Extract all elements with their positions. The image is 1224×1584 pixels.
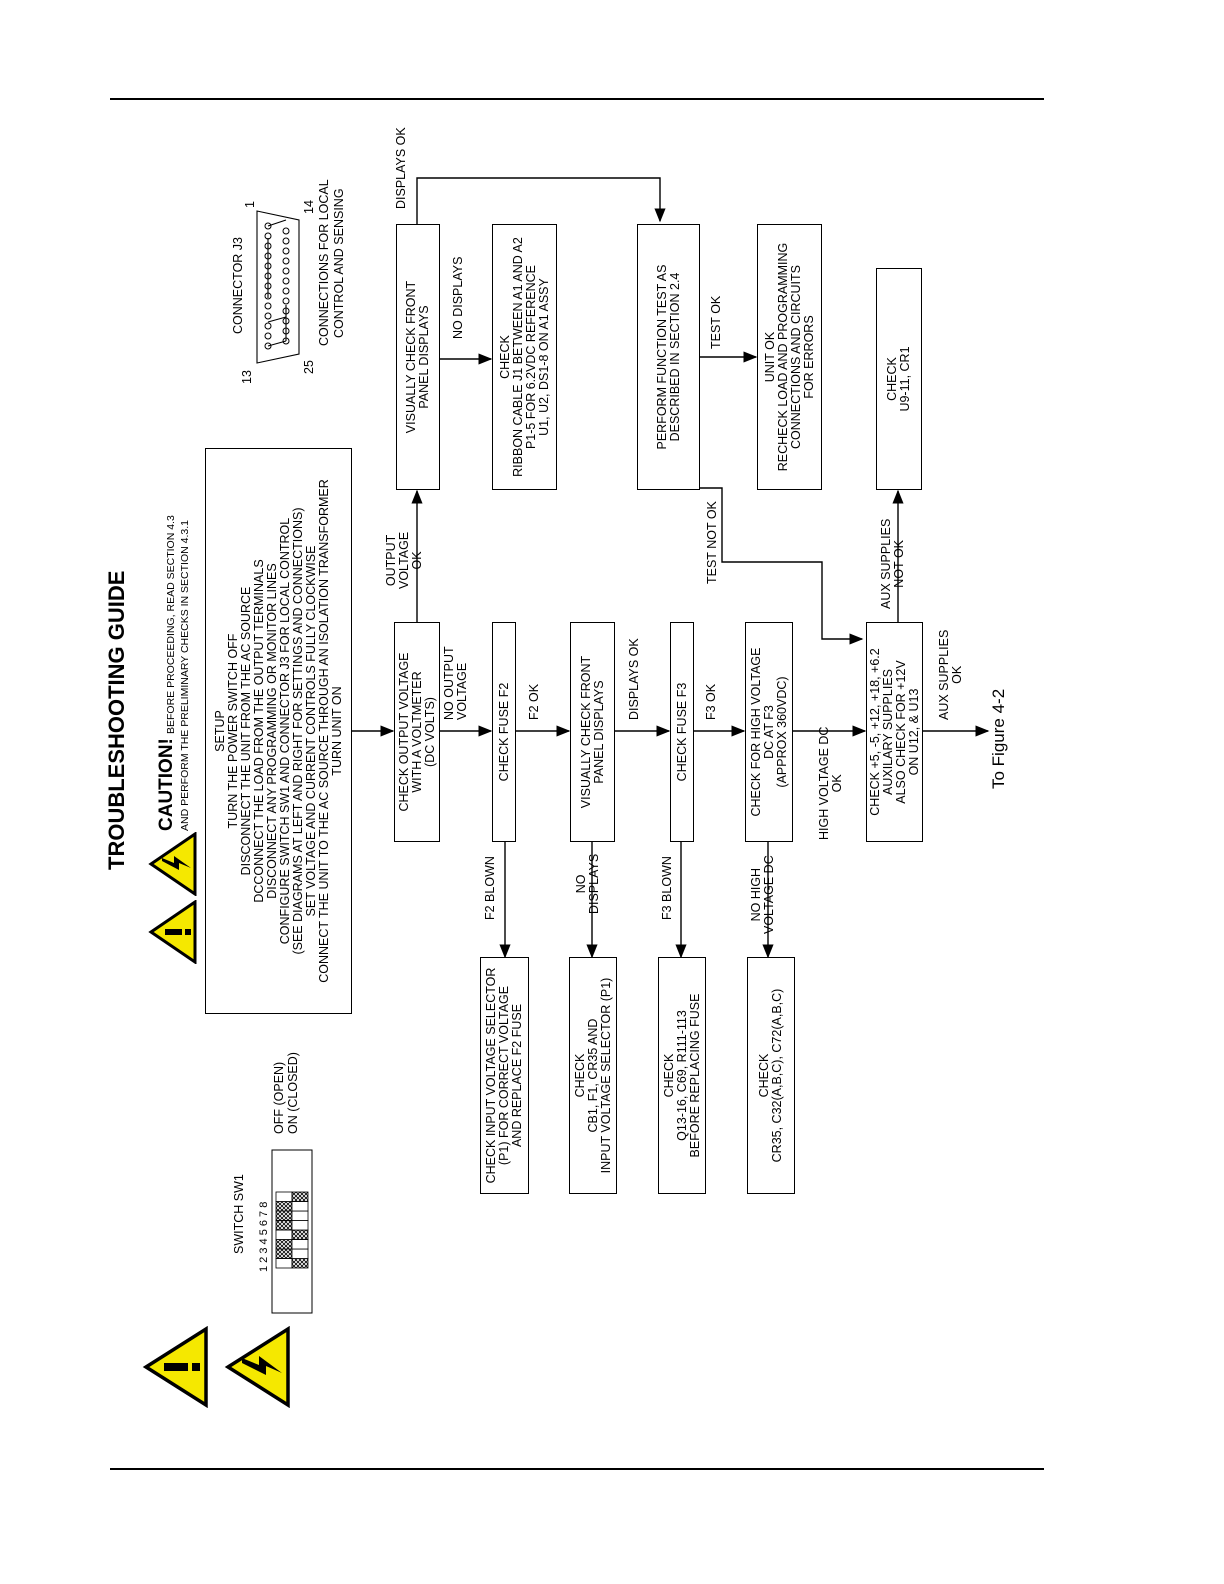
connector-pin-25: 25	[302, 360, 316, 374]
connector-pin	[265, 303, 271, 309]
setup-line: DISCONNECT THE UNIT FROM THE AC SOURCE	[238, 586, 253, 876]
connector-j3-title: CONNECTOR J3	[231, 236, 245, 334]
box-line: (P1) FOR CORRECT VOLTAGE	[497, 985, 511, 1166]
connector-pin	[265, 333, 271, 339]
label-test-ok: TEST OK	[709, 295, 723, 349]
setup-line: SET VOLTAGE AND CURRENT CONTROLS FULLY CLOCKWISE	[303, 545, 318, 917]
connector-pin	[283, 278, 289, 284]
label-output-voltage-ok: OUTPUT VOLTAGE OK	[384, 531, 424, 589]
box-line: (APPROX 360VDC)	[774, 676, 789, 788]
exclamation-warning-icon-large	[142, 1326, 210, 1408]
switch-cell-lower	[292, 1249, 308, 1259]
page-title: TROUBLESHOOTING GUIDE	[104, 570, 129, 870]
box-line: CHECK INPUT VOLTAGE SELECTOR	[484, 967, 498, 1184]
connector-pin	[283, 248, 289, 254]
check-cb1-box	[569, 957, 617, 1194]
arrow-test-not-ok	[700, 488, 862, 639]
label-no-displays-lower: NO DISPLAYS	[574, 853, 601, 914]
box-line: FOR ERRORS	[801, 315, 816, 399]
box-line: CONNECTIONS AND CIRCUITS	[788, 264, 803, 450]
box-line: WITH A VOLTMETER	[409, 671, 424, 793]
switch-cell-upper	[276, 1259, 292, 1269]
box-line: VISUALLY CHECK FRONT	[404, 280, 418, 434]
arrow-displays-ok-to-test	[417, 178, 660, 224]
box-line: U9-11, CR1	[898, 346, 912, 412]
switch-on-label: ON (CLOSED)	[286, 1052, 300, 1134]
connector-caption-1: CONNECTIONS FOR LOCAL	[317, 179, 331, 346]
box-line: PERFORM FUNCTION TEST AS	[654, 264, 669, 450]
caution-word: CAUTION!	[156, 738, 177, 831]
setup-line: DCCONNECT THE LOAD FROM THE OUTPUT TERMINALS	[251, 559, 266, 903]
visual-check-upper-box	[396, 224, 440, 490]
connector-pin	[265, 323, 271, 329]
switch-cell-lower	[292, 1192, 308, 1202]
box-line: RIBBON CABLE J1 BETWEEN A1 AND A2	[510, 237, 525, 477]
box-line: BEFORE REPLACING FUSE	[687, 993, 702, 1158]
check-u9-box	[876, 268, 922, 490]
box-line: CHECK FUSE F2	[496, 682, 511, 782]
switch-cell-lower	[292, 1221, 308, 1231]
label-f2-ok: F2 OK	[527, 683, 541, 720]
box-line: U1, U2, DS1-8 ON A1 ASSY	[536, 278, 551, 436]
switch-cell-lower	[292, 1211, 308, 1221]
switch-sw1-title: SWITCH SW1	[232, 1174, 246, 1254]
connector-pin-1: 1	[243, 201, 257, 208]
switch-cell-lower	[292, 1240, 308, 1250]
switch-cell-upper	[276, 1192, 292, 1202]
switch-cell-upper	[276, 1249, 292, 1259]
check-fuse-f2-box	[492, 622, 516, 842]
connector-pin	[283, 238, 289, 244]
box-line: AND REPLACE F2 FUSE	[510, 1003, 524, 1148]
box-line: CHECK +5, -5, +12, +18, +6.2	[867, 648, 882, 816]
box-line: DC AT F3	[761, 705, 776, 759]
switch-cell-lower	[292, 1202, 308, 1212]
box-line: INPUT VOLTAGE SELECTOR (P1)	[598, 977, 613, 1174]
label-aux-supplies-not-ok: AUX SUPPLIES NOT OK	[879, 518, 906, 609]
setup-line: DISCONNECT ANY PROGRAMMING OR MONITOR LINES	[264, 563, 279, 899]
box-line: DESCRIBED IN SECTION 2.4	[667, 272, 682, 442]
switch-sw1-numbers: 1 2 3 4 5 6 7 8	[258, 1201, 270, 1272]
switch-cell-upper	[276, 1240, 292, 1250]
box-line: CHECK	[757, 1053, 771, 1098]
switch-cell-upper	[276, 1202, 292, 1212]
box-line: VISUALLY CHECK FRONT	[578, 655, 593, 809]
box-line: Q13-16, C69, R111-113	[674, 1010, 689, 1141]
connector-pin-14: 14	[302, 200, 316, 214]
box-line: CR35, C32(A,B,C), C72(A,B,C)	[770, 988, 784, 1163]
figure-reference: To Figure 4-2	[989, 688, 1008, 789]
label-test-not-ok: TEST NOT OK	[705, 501, 719, 584]
caution-line-1: BEFORE PROCEEDING, READ SECTION 4.3	[165, 515, 177, 734]
check-input-selector-box	[480, 957, 529, 1194]
box-line: ALSO CHECK FOR +12V	[893, 660, 908, 804]
check-q13-box	[658, 957, 706, 1194]
label-aux-supplies-ok: AUX SUPPLIES OK	[937, 629, 964, 720]
check-output-voltage-box	[394, 622, 440, 842]
box-line: CHECK FOR HIGH VOLTAGE	[748, 647, 763, 817]
label-high-voltage-ok: HIGH VOLTAGE DC OK	[817, 726, 844, 840]
switch-cell-lower	[292, 1230, 308, 1240]
box-line: CHECK	[885, 357, 899, 401]
connector-pin	[283, 258, 289, 264]
check-ribbon-cable-box	[492, 224, 557, 490]
unit-ok-box	[757, 224, 822, 490]
box-line: PANEL DISPLAYS	[591, 680, 606, 784]
setup-line: TURN THE POWER SWITCH OFF	[225, 633, 240, 829]
switch-cell-upper	[276, 1230, 292, 1240]
function-test-box	[637, 224, 700, 490]
switch-cell-lower	[292, 1259, 308, 1269]
box-line: P1-5 FOR 6.2VDC REFERENCE	[523, 264, 538, 450]
check-cr35-box	[747, 957, 795, 1194]
label-no-high-voltage: NO HIGH VOLTAGE DC	[749, 855, 776, 934]
check-fuse-f3-box	[670, 622, 694, 842]
box-line: CHECK OUTPUT VOLTAGE	[396, 652, 411, 812]
check-aux-supplies-box	[866, 622, 923, 842]
visual-check-lower-box	[570, 622, 615, 842]
label-displays-ok-upper: DISPLAYS OK	[394, 127, 408, 209]
box-line: ON U12, & U13	[906, 688, 921, 776]
setup-line: CONFIGURE SWITCH SW1 AND CONNECTOR J3 FOR LOCAL CONTROL	[277, 517, 292, 945]
switch-off-label: OFF (OPEN)	[272, 1061, 286, 1134]
switch-sw1-diagram	[258, 1148, 314, 1314]
connector-pin	[283, 228, 289, 234]
lightning-warning-icon-large	[224, 1326, 292, 1408]
switch-cell-upper	[276, 1211, 292, 1221]
box-line: CHECK	[497, 335, 512, 379]
box-line: CHECK	[572, 1053, 587, 1098]
setup-line: TURN UNIT ON	[329, 686, 344, 776]
box-line: (DC VOLTS)	[422, 697, 437, 767]
label-displays-ok-lower: DISPLAYS OK	[627, 638, 641, 720]
label-no-displays-upper: NO DISPLAYS	[451, 256, 465, 339]
exclamation-warning-icon	[148, 900, 198, 964]
connector-pin	[265, 313, 271, 319]
setup-box	[205, 448, 352, 1014]
box-line: UNIT OK	[762, 331, 777, 383]
box-line: CHECK FUSE F3	[674, 682, 689, 782]
switch-cell-upper	[276, 1221, 292, 1231]
lightning-warning-icon	[148, 832, 198, 896]
connector-caption-2: CONTROL AND SENSING	[332, 188, 346, 338]
setup-line: (SEE DIAGRAMS AT LEFT AND RIGHT FOR SETTINGS AND CONNECTIONS)	[290, 507, 305, 955]
label-no-output-voltage: NO OUTPUT VOLTAGE	[442, 646, 469, 720]
box-line: CB1, F1, CR35 AND	[585, 1018, 600, 1133]
connector-j3-diagram	[254, 206, 302, 366]
connector-pin	[283, 298, 289, 304]
label-f2-blown: F2 BLOWN	[483, 856, 497, 920]
label-f3-ok: F3 OK	[704, 683, 718, 720]
box-line: AUXILARY SUPPLIES	[880, 669, 895, 795]
box-line: CHECK	[661, 1053, 676, 1098]
connector-pin-13: 13	[240, 370, 254, 384]
setup-line: CONNECT THE UNIT TO THE AC SOURCE THROUGH AN ISOLATION TRANSFORMER	[316, 479, 331, 983]
check-high-voltage-box	[745, 622, 793, 842]
connector-pin	[283, 268, 289, 274]
caution-line-2: AND PERFORM THE PRELIMINARY CHECKS IN SECTION 4.3.1	[179, 520, 191, 831]
label-f3-blown: F3 BLOWN	[660, 856, 674, 920]
box-line: PANEL DISPLAYS	[417, 305, 431, 409]
connector-pin	[283, 288, 289, 294]
box-line: RECHECK LOAD AND PROGRAMMING	[775, 242, 790, 472]
setup-line: SETUP	[212, 710, 227, 752]
